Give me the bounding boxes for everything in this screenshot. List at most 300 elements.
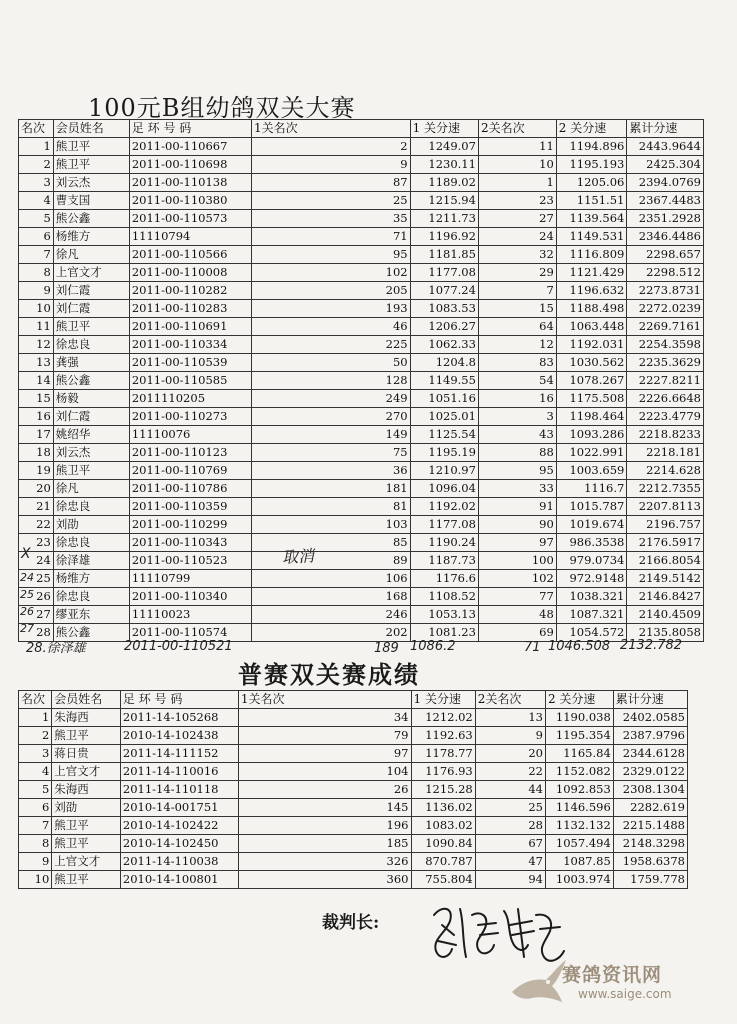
table-cell: 2387.9796 — [613, 727, 687, 745]
handwritten-total: 2132.782 — [620, 638, 683, 653]
table-cell: 1 — [19, 138, 54, 156]
table-row — [19, 138, 704, 156]
table-cell: 91 — [478, 498, 556, 516]
table-cell: 1087.321 — [556, 606, 627, 624]
table-cell: 2 — [251, 138, 410, 156]
column-header: 2关名次 — [478, 120, 556, 138]
table-row — [19, 246, 704, 264]
table-cell: 1196.92 — [410, 228, 478, 246]
table-cell: 128 — [251, 372, 410, 390]
table-cell: 95 — [251, 246, 410, 264]
table-cell: 26 — [19, 588, 54, 606]
table-cell: 193 — [251, 300, 410, 318]
table-cell: 149 — [251, 426, 410, 444]
table-cell: 3 — [19, 745, 52, 763]
table-cell: 徐凡 — [53, 246, 129, 264]
table-cell: 1053.13 — [410, 606, 478, 624]
table-cell: 1051.16 — [410, 390, 478, 408]
table-cell: 11110023 — [129, 606, 251, 624]
column-header: 会员姓名 — [52, 691, 121, 709]
table-cell: 8 — [19, 835, 52, 853]
table-cell: 1139.564 — [556, 210, 627, 228]
table-row — [19, 871, 688, 889]
table-cell: 95 — [478, 462, 556, 480]
table-cell: 181 — [251, 480, 410, 498]
table-cell: 28 — [19, 624, 54, 642]
table-cell: 2010-14-001751 — [120, 799, 238, 817]
table-cell: 25 — [251, 192, 410, 210]
table-row — [19, 372, 704, 390]
table-cell: 1063.448 — [556, 318, 627, 336]
margin-mark: 26 — [20, 605, 34, 618]
table-cell: 1215.28 — [411, 781, 475, 799]
table-cell: 1230.11 — [410, 156, 478, 174]
table-cell: 17 — [19, 426, 54, 444]
table-cell: 1206.27 — [410, 318, 478, 336]
table-cell: 熊卫平 — [53, 318, 129, 336]
table-row — [19, 300, 704, 318]
table-cell: 71 — [251, 228, 410, 246]
column-header: 1 关分速 — [410, 120, 478, 138]
table-cell: 曹支国 — [53, 192, 129, 210]
judge-label: 裁判长: — [322, 913, 380, 933]
table-cell: 14 — [19, 372, 54, 390]
table-row — [19, 408, 704, 426]
handwritten-r2: 71 — [524, 640, 541, 655]
table-cell: 2011-00-110573 — [129, 210, 251, 228]
table-cell: 986.3538 — [556, 534, 627, 552]
handwritten-s2: 1046.508 — [548, 639, 611, 654]
table-cell: 1178.77 — [411, 745, 475, 763]
table-cell: 225 — [251, 336, 410, 354]
table-cell: 2011-00-110667 — [129, 138, 251, 156]
table-cell: 徐凡 — [53, 480, 129, 498]
table-row — [19, 390, 704, 408]
table-row — [19, 192, 704, 210]
table-cell: 1062.33 — [410, 336, 478, 354]
table-cell: 熊卫平 — [53, 462, 129, 480]
table-cell: 1025.01 — [410, 408, 478, 426]
table-cell: 1165.84 — [545, 745, 613, 763]
margin-mark: 24 — [20, 571, 34, 584]
table-cell: 25 — [19, 570, 54, 588]
table-cell: 85 — [251, 534, 410, 552]
table-cell: 7 — [19, 246, 54, 264]
table-row — [19, 588, 704, 606]
table-cell: 1083.02 — [411, 817, 475, 835]
table-cell: 27 — [478, 210, 556, 228]
table-cell: 熊卫平 — [53, 156, 129, 174]
table-cell: 1096.04 — [410, 480, 478, 498]
table-cell: 326 — [238, 853, 411, 871]
table-cell: 1081.23 — [410, 624, 478, 642]
table-cell: 上官文才 — [53, 264, 129, 282]
table-cell: 69 — [478, 624, 556, 642]
table-cell: 19 — [19, 462, 54, 480]
table-cell: 2212.7355 — [627, 480, 704, 498]
table-cell: 9 — [19, 282, 54, 300]
table-cell: 7 — [19, 817, 52, 835]
table-cell: 1108.52 — [410, 588, 478, 606]
table-cell: 48 — [478, 606, 556, 624]
table-cell: 1116.809 — [556, 246, 627, 264]
table-cell: 1195.354 — [545, 727, 613, 745]
table-cell: 刘云杰 — [53, 444, 129, 462]
table-cell: 9 — [19, 853, 52, 871]
table-cell: 姚绍华 — [53, 426, 129, 444]
column-header: 名次 — [19, 120, 54, 138]
column-header: 1 关分速 — [411, 691, 475, 709]
table-cell: 2011-00-110380 — [129, 192, 251, 210]
table-cell: 50 — [251, 354, 410, 372]
table-cell: 5 — [19, 781, 52, 799]
table-cell: 22 — [475, 763, 545, 781]
table-row — [19, 426, 704, 444]
table-cell: 1188.498 — [556, 300, 627, 318]
table-cell: 2011-00-110585 — [129, 372, 251, 390]
table-cell: 熊卫平 — [52, 817, 121, 835]
table-cell: 2254.3598 — [627, 336, 704, 354]
cross-mark: X — [21, 546, 31, 562]
table-cell: 2207.8113 — [627, 498, 704, 516]
table-cell: 徐忠良 — [53, 498, 129, 516]
table-cell: 2011-14-111152 — [120, 745, 238, 763]
table-cell: 43 — [478, 426, 556, 444]
table-cell: 朱海西 — [52, 709, 121, 727]
table-cell: 11110076 — [129, 426, 251, 444]
column-header: 1关名次 — [251, 120, 410, 138]
table-cell: 熊卫平 — [52, 835, 121, 853]
table-row — [19, 745, 688, 763]
table-cell: 1038.321 — [556, 588, 627, 606]
table-row — [19, 606, 704, 624]
table-cell: 2140.4509 — [627, 606, 704, 624]
table-cell: 2146.8427 — [627, 588, 704, 606]
table-header-row — [19, 691, 688, 709]
section1-title: 100元B组幼鸽双关大赛 — [88, 94, 356, 122]
table-cell: 2176.5917 — [627, 534, 704, 552]
table-cell: 2402.0585 — [613, 709, 687, 727]
table-cell: 2011-14-110016 — [120, 763, 238, 781]
table-cell: 2226.6648 — [627, 390, 704, 408]
table-row — [19, 462, 704, 480]
table-cell: 23 — [19, 534, 54, 552]
table-cell: 4 — [19, 763, 52, 781]
table-cell: 102 — [478, 570, 556, 588]
table-cell: 1189.02 — [410, 174, 478, 192]
table-cell: 2011-00-110299 — [129, 516, 251, 534]
margin-mark: 25 — [20, 588, 34, 601]
table-cell: 2011-00-110359 — [129, 498, 251, 516]
table-cell: 2011-00-110691 — [129, 318, 251, 336]
table-cell: 熊卫平 — [53, 138, 129, 156]
table-cell: 2011-00-110138 — [129, 174, 251, 192]
table-cell: 10 — [19, 871, 52, 889]
table-cell: 1249.07 — [410, 138, 478, 156]
table-cell: 87 — [251, 174, 410, 192]
table-cell: 2011-00-110008 — [129, 264, 251, 282]
table-cell: 2282.619 — [613, 799, 687, 817]
column-header: 会员姓名 — [53, 120, 129, 138]
table-cell: 1132.132 — [545, 817, 613, 835]
table-row — [19, 354, 704, 372]
table-cell: 196 — [238, 817, 411, 835]
table-cell: 杨毅 — [53, 390, 129, 408]
column-header: 足 环 号 码 — [129, 120, 251, 138]
table-cell: 79 — [238, 727, 411, 745]
table-cell: 2196.757 — [627, 516, 704, 534]
table-cell: 249 — [251, 390, 410, 408]
table-cell: 11110799 — [129, 570, 251, 588]
table-row — [19, 853, 688, 871]
table-cell: 2010-14-100801 — [120, 871, 238, 889]
table-cell: 1958.6378 — [613, 853, 687, 871]
column-header: 1关名次 — [238, 691, 411, 709]
table-cell: 33 — [478, 480, 556, 498]
table-cell: 11 — [19, 318, 54, 336]
table-cell: 2135.8058 — [627, 624, 704, 642]
table-cell: 2011-14-105268 — [120, 709, 238, 727]
table-cell: 1177.08 — [410, 264, 478, 282]
table-row — [19, 444, 704, 462]
table-cell: 270 — [251, 408, 410, 426]
table-cell: 145 — [238, 799, 411, 817]
table-cell: 2010-14-102438 — [120, 727, 238, 745]
table-cell: 2011-00-110123 — [129, 444, 251, 462]
handwritten-r1: 189 — [374, 641, 399, 656]
table-cell: 1 — [19, 709, 52, 727]
table-cell: 12 — [478, 336, 556, 354]
section2-title: 普赛双关赛成绩 — [238, 660, 420, 689]
table-cell: 1022.991 — [556, 444, 627, 462]
table-cell: 6 — [19, 228, 54, 246]
table-cell: 1195.193 — [556, 156, 627, 174]
table-cell: 2215.1488 — [613, 817, 687, 835]
table-cell: 1152.082 — [545, 763, 613, 781]
table-cell: 2011-00-110273 — [129, 408, 251, 426]
table-cell: 15 — [19, 390, 54, 408]
table-cell: 97 — [238, 745, 411, 763]
table-cell: 1146.596 — [545, 799, 613, 817]
table-cell: 1211.73 — [410, 210, 478, 228]
table-cell: 1212.02 — [411, 709, 475, 727]
table-cell: 1003.659 — [556, 462, 627, 480]
table-cell: 2218.8233 — [627, 426, 704, 444]
dove-logo-icon — [508, 952, 568, 1008]
table-cell: 104 — [238, 763, 411, 781]
table-cell: 1175.508 — [556, 390, 627, 408]
table-cell: 1015.787 — [556, 498, 627, 516]
table-row — [19, 210, 704, 228]
table-cell: 1030.562 — [556, 354, 627, 372]
table-cell: 5 — [19, 210, 54, 228]
watermark-url: www.saige.com — [578, 987, 672, 1001]
table-cell: 6 — [19, 799, 52, 817]
table-cell: 2308.1304 — [613, 781, 687, 799]
table-cell: 1195.19 — [410, 444, 478, 462]
table-cell: 2298.657 — [627, 246, 704, 264]
margin-mark: 27 — [20, 622, 34, 635]
table-cell: 2298.512 — [627, 264, 704, 282]
table-cell: 2269.7161 — [627, 318, 704, 336]
column-header: 累计分速 — [613, 691, 687, 709]
column-header: 2关名次 — [475, 691, 545, 709]
table-row — [19, 516, 704, 534]
table-cell: 979.0734 — [556, 552, 627, 570]
table-row — [19, 264, 704, 282]
table-cell: 2214.628 — [627, 462, 704, 480]
table-cell: 64 — [478, 318, 556, 336]
table-cell: 168 — [251, 588, 410, 606]
column-header: 2 关分速 — [556, 120, 627, 138]
table-cell: 缪亚东 — [53, 606, 129, 624]
table-cell: 杨维方 — [53, 570, 129, 588]
table-cell: 54 — [478, 372, 556, 390]
table-cell: 2351.2928 — [627, 210, 704, 228]
table-cell: 1093.286 — [556, 426, 627, 444]
table-cell: 205 — [251, 282, 410, 300]
table-cell: 2218.181 — [627, 444, 704, 462]
table-cell: 20 — [475, 745, 545, 763]
table-row — [19, 156, 704, 174]
table-cell: 246 — [251, 606, 410, 624]
table-cell: 1194.896 — [556, 138, 627, 156]
table-cell: 28 — [475, 817, 545, 835]
table-cell: 1187.73 — [410, 552, 478, 570]
table-cell: 88 — [478, 444, 556, 462]
table-cell: 25 — [475, 799, 545, 817]
table-cell: 1090.84 — [411, 835, 475, 853]
table-cell: 2011-00-110334 — [129, 336, 251, 354]
table-row — [19, 727, 688, 745]
table-cell: 杨维方 — [53, 228, 129, 246]
table-cell: 8 — [19, 264, 54, 282]
table-cell: 1083.53 — [410, 300, 478, 318]
table-cell: 1 — [478, 174, 556, 192]
table-cell: 44 — [475, 781, 545, 799]
table-cell: 755.804 — [411, 871, 475, 889]
table-cell: 2394.0769 — [627, 174, 704, 192]
table-cell: 2 — [19, 727, 52, 745]
table-cell: 97 — [478, 534, 556, 552]
table-cell: 2346.4486 — [627, 228, 704, 246]
table-cell: 1176.93 — [411, 763, 475, 781]
table-header-row — [19, 120, 704, 138]
table-row — [19, 799, 688, 817]
table-cell: 2011-00-110566 — [129, 246, 251, 264]
table-cell: 刘仁霞 — [53, 408, 129, 426]
table-cell: 81 — [251, 498, 410, 516]
table-cell: 26 — [238, 781, 411, 799]
table-cell: 1087.85 — [545, 853, 613, 871]
table-cell: 100 — [478, 552, 556, 570]
table-cell: 83 — [478, 354, 556, 372]
table-cell: 2011-00-110786 — [129, 480, 251, 498]
table-cell: 2011-00-110698 — [129, 156, 251, 174]
section1-results-table — [18, 119, 704, 642]
table-cell: 1151.51 — [556, 192, 627, 210]
table-cell: 12 — [19, 336, 54, 354]
table-cell: 1192.63 — [411, 727, 475, 745]
table-cell: 徐泽雄 — [53, 552, 129, 570]
table-cell: 11110794 — [129, 228, 251, 246]
table-cell: 2011-00-110539 — [129, 354, 251, 372]
table-cell: 上官文才 — [52, 763, 121, 781]
table-cell: 7 — [478, 282, 556, 300]
table-cell: 1176.6 — [410, 570, 478, 588]
table-cell: 36 — [251, 462, 410, 480]
table-cell: 67 — [475, 835, 545, 853]
table-cell: 22 — [19, 516, 54, 534]
handwritten-ring: 2011-00-110521 — [124, 639, 233, 654]
table-cell: 29 — [478, 264, 556, 282]
table-cell: 1078.267 — [556, 372, 627, 390]
table-row — [19, 480, 704, 498]
table-cell: 2011-00-110340 — [129, 588, 251, 606]
table-row — [19, 835, 688, 853]
column-header: 名次 — [19, 691, 52, 709]
table-cell: 106 — [251, 570, 410, 588]
table-cell: 90 — [478, 516, 556, 534]
table-cell: 16 — [19, 408, 54, 426]
table-cell: 46 — [251, 318, 410, 336]
table-cell: 刘劭 — [53, 516, 129, 534]
table-cell: 熊公鑫 — [53, 210, 129, 228]
table-row — [19, 709, 688, 727]
table-cell: 1198.464 — [556, 408, 627, 426]
table-cell: 3 — [478, 408, 556, 426]
table-cell: 9 — [251, 156, 410, 174]
table-cell: 3 — [19, 174, 54, 192]
table-cell: 2011-00-110283 — [129, 300, 251, 318]
table-cell: 2443.9644 — [627, 138, 704, 156]
table-cell: 上官文才 — [52, 853, 121, 871]
table-cell: 1057.494 — [545, 835, 613, 853]
table-cell: 1210.97 — [410, 462, 478, 480]
table-cell: 1149.55 — [410, 372, 478, 390]
table-cell: 870.787 — [411, 853, 475, 871]
table-row — [19, 552, 704, 570]
table-cell: 2011-00-110574 — [129, 624, 251, 642]
table-cell: 1204.8 — [410, 354, 478, 372]
table-cell: 徐忠良 — [53, 336, 129, 354]
table-cell: 熊卫平 — [52, 871, 121, 889]
table-cell: 2011-00-110343 — [129, 534, 251, 552]
table-cell: 1136.02 — [411, 799, 475, 817]
table-row — [19, 817, 688, 835]
table-cell: 13 — [475, 709, 545, 727]
table-cell: 1192.031 — [556, 336, 627, 354]
table-cell: 朱海西 — [52, 781, 121, 799]
table-cell: 刘仁霞 — [53, 282, 129, 300]
table-row — [19, 570, 704, 588]
handwritten-s1: 1086.2 — [410, 639, 456, 654]
table-cell: 10 — [19, 300, 54, 318]
table-row — [19, 228, 704, 246]
table-cell: 16 — [478, 390, 556, 408]
table-cell: 202 — [251, 624, 410, 642]
table-cell: 2011-00-110769 — [129, 462, 251, 480]
table-cell: 20 — [19, 480, 54, 498]
table-cell: 2149.5142 — [627, 570, 704, 588]
table-cell: 10 — [478, 156, 556, 174]
table-cell: 1215.94 — [410, 192, 478, 210]
table-cell: 1192.02 — [410, 498, 478, 516]
table-row — [19, 282, 704, 300]
table-cell: 1149.531 — [556, 228, 627, 246]
table-cell: 2273.8731 — [627, 282, 704, 300]
table-cell: 1177.08 — [410, 516, 478, 534]
